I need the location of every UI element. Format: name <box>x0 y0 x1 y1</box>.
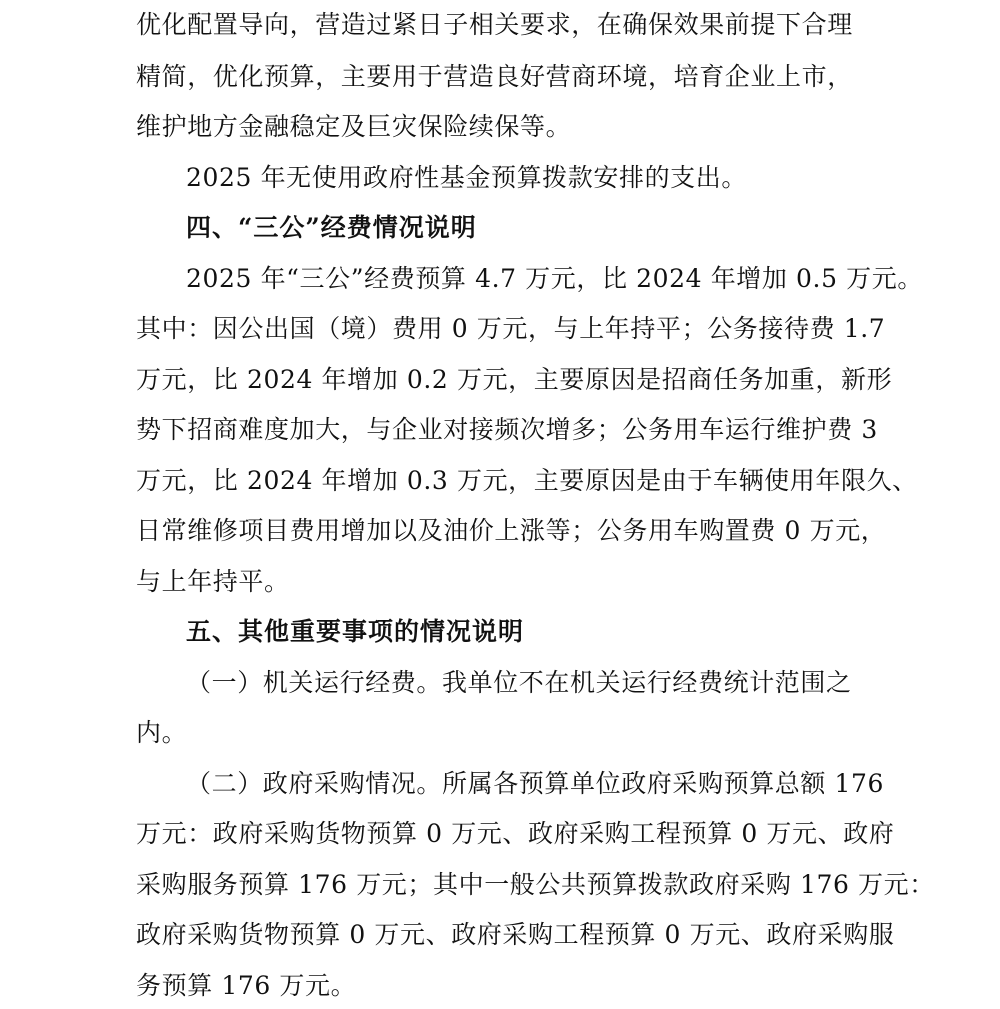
text-line: 势下招商难度加大，与企业对接频次增多；公务用车运行维护费 3 <box>136 415 878 444</box>
text-line: 2025 年无使用政府性基金预算拨款安排的支出。 <box>186 163 747 192</box>
section-heading: 五、其他重要事项的情况说明 <box>186 617 525 646</box>
text-line: 其中：因公出国（境）费用 0 万元，与上年持平；公务接待费 1.7 <box>136 314 886 343</box>
text-line: 日常维修项目费用增加以及油价上涨等；公务用车购置费 0 万元， <box>136 516 887 545</box>
text-line: 万元，比 2024 年增加 0.3 万元，主要原因是由于车辆使用年限久、 <box>136 466 918 495</box>
section-heading: 四、“三公”经费情况说明 <box>186 213 477 242</box>
text-line: 政府采购货物预算 0 万元、政府采购工程预算 0 万元、政府采购服 <box>136 920 895 949</box>
text-line: 万元，比 2024 年增加 0.2 万元，主要原因是招商任务加重，新形 <box>136 365 893 394</box>
text-line: 维护地方金融稳定及巨灾保险续保等。 <box>136 112 572 141</box>
text-line: 万元：政府采购货物预算 0 万元、政府采购工程预算 0 万元、政府 <box>136 819 895 848</box>
text-line: 采购服务预算 176 万元；其中一般公共预算拨款政府采购 176 万元： <box>136 870 935 899</box>
text-line: 2025 年“三公”经费预算 4.7 万元，比 2024 年增加 0.5 万元。 <box>186 264 923 293</box>
text-line: （二）政府采购情况。所属各预算单位政府采购预算总额 176 <box>186 769 885 798</box>
text-line: 务预算 176 万元。 <box>136 971 357 1000</box>
text-line: 内。 <box>136 718 188 747</box>
text-line: （一）机关运行经费。我单位不在机关运行经费统计范围之 <box>186 668 852 697</box>
text-line: 优化配置导向，营造过紧日子相关要求，在确保效果前提下合理 <box>136 10 853 39</box>
text-line: 精简，优化预算，主要用于营造良好营商环境，培育企业上市， <box>136 62 853 91</box>
text-line: 与上年持平。 <box>136 567 290 596</box>
